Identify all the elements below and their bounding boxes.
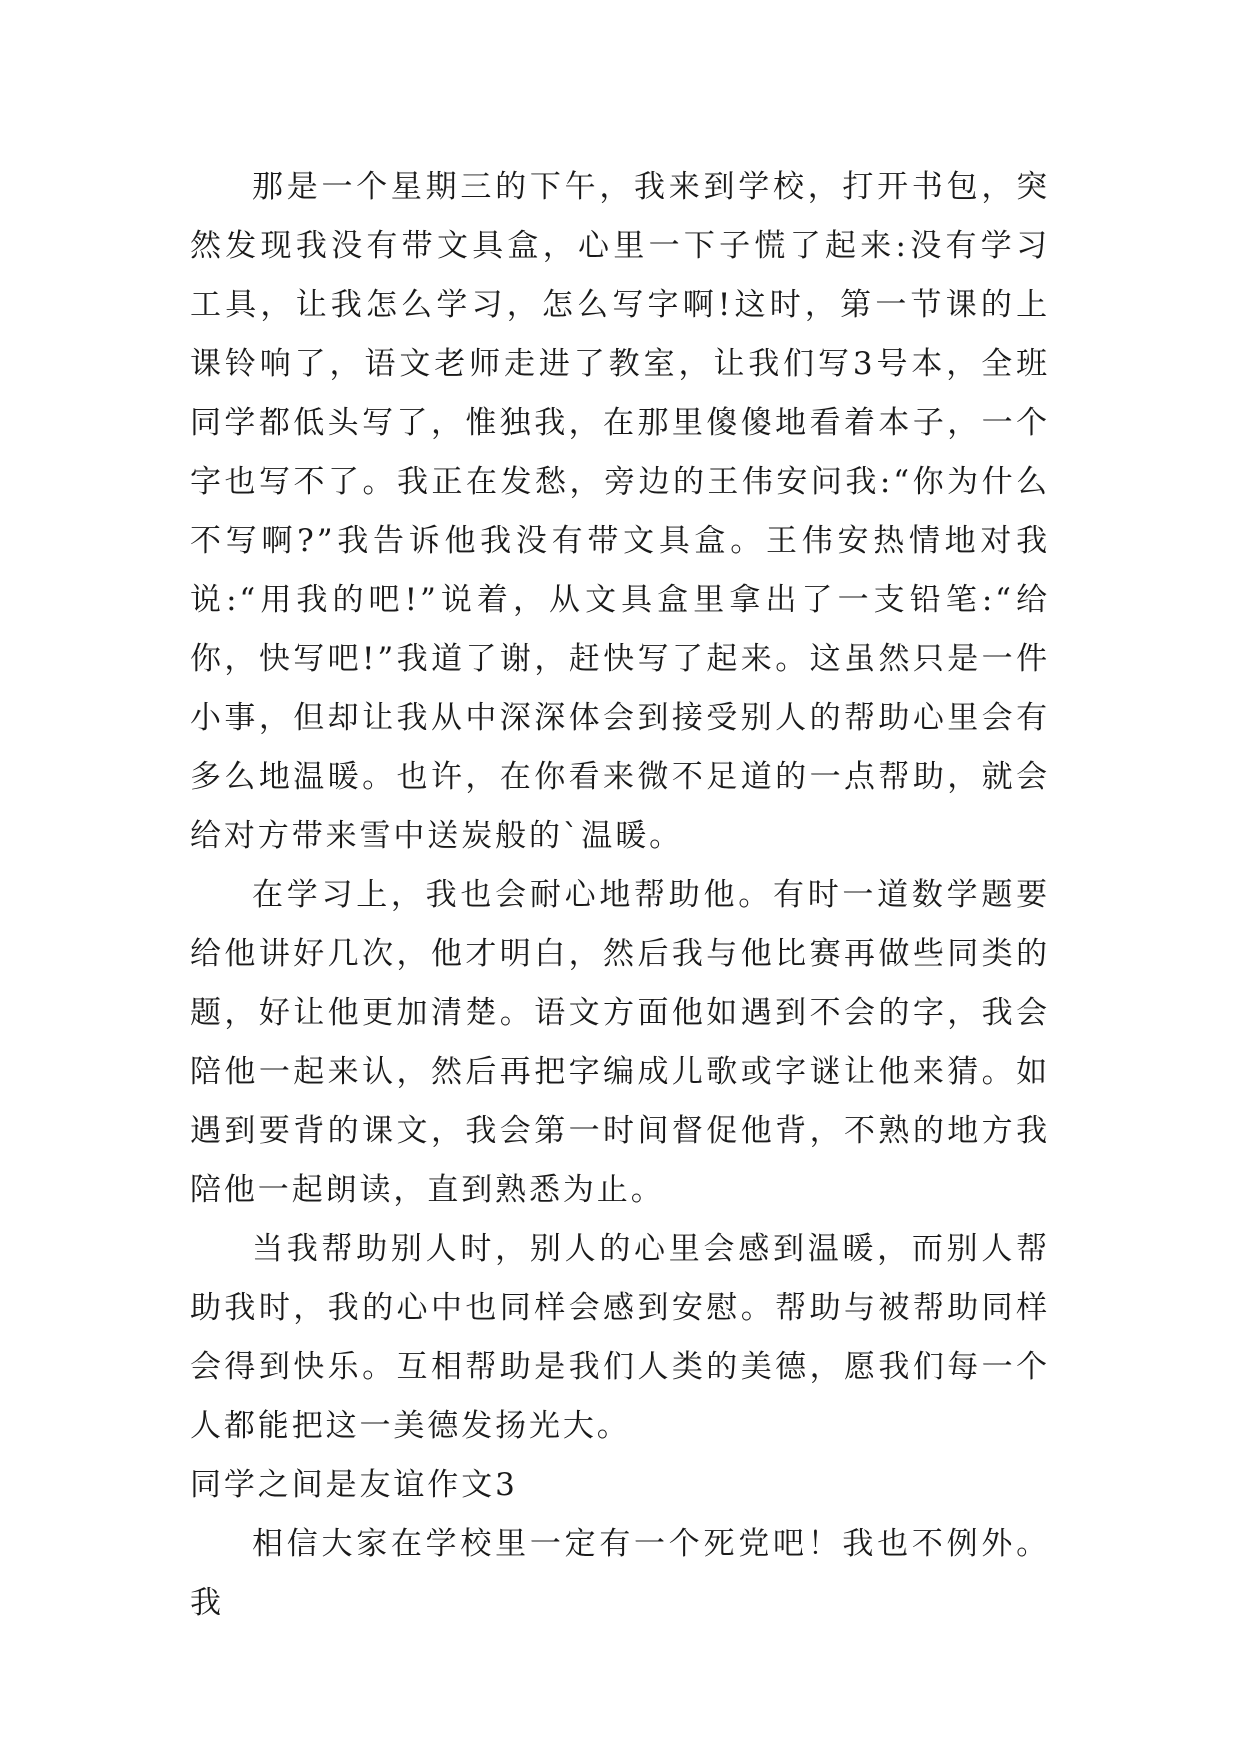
paragraph-2: 在学习上，我也会耐心地帮助他。有时一道数学题要给他讲好几次，他才明白，然后我与他比赛再做些同类的题，好让他更加清楚。语文方面他如遇到不会的字，我会陪他一起来认，然后再把字编成儿歌或字谜让他来猜。如遇到要背的课文，我会第一时间督促他背，不熟的地方我陪他一起朗读，直到熟悉为止。 [190,877,1050,1208]
paragraph-4: 相信大家在学校里一定有一个死党吧！我也不例外。我 [190,1526,1050,1621]
paragraph-3: 当我帮助别人时，别人的心里会感到温暖，而别人帮助我时，我的心中也同样会感到安慰。帮助与被帮助同样会得到快乐。互相帮助是我们人类的美德，愿我们每一个人都能把这一美德发扬光大。 [190,1231,1050,1444]
paragraph-1: 那是一个星期三的下午，我来到学校，打开书包，突然发现我没有带文具盒，心里一下子慌了起来:没有学习工具，让我怎么学习，怎么写字啊!这时，第一节课的上课铃响了，语文老师走进了教室，让我们写3号本，全班同学都低头写了，惟独我，在那里傻傻地看着本子，一个字也写不了。我正在发愁，旁边的王伟安问我:“你为什么不写啊?”我告诉他我没有带文具盒。王伟安热情地对我说:“用我的吧!”说着，从文具盒里拿出了一支铅笔:“给你，快写吧!”我道了谢，赶快写了起来。这虽然只是一件小事，但却让我从中深深体会到接受别人的帮助心里会有多么地温暖。也许，在你看来微不足道的一点帮助，就会给对方带来雪中送炭般的`温暖。 [190,169,1050,854]
document-body [190,158,1050,1633]
section-heading: 同学之间是友谊作文3 [190,1467,518,1503]
